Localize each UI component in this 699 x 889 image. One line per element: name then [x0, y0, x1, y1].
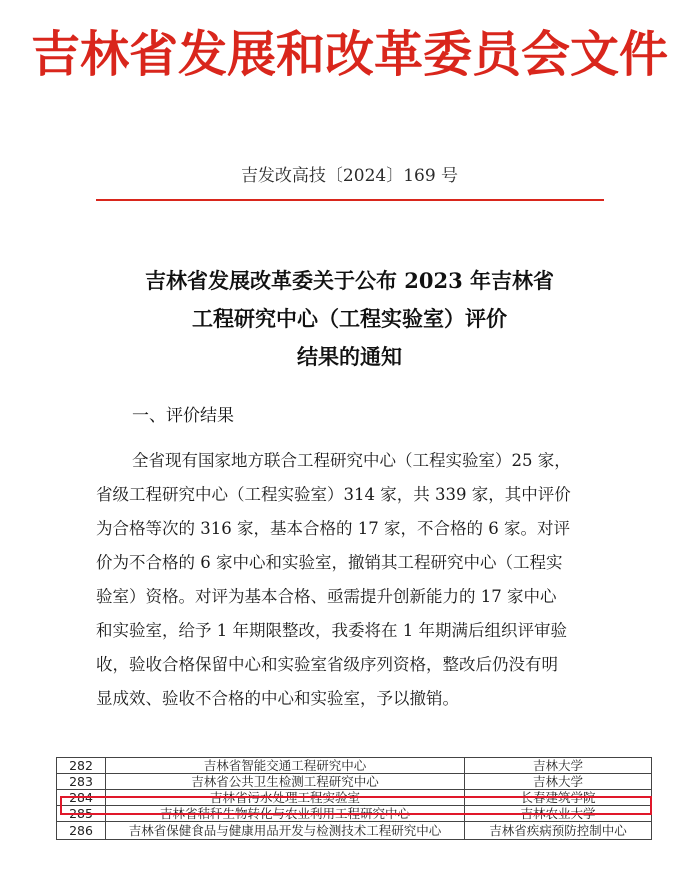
- notice-title-line-2: 工程研究中心（工程实验室）评价: [192, 306, 507, 331]
- center-name: 吉林省公共卫生检测工程研究中心: [106, 774, 465, 790]
- body-line: 省级工程研究中心（工程实验室）314 家，共 339 家，其中评价: [96, 485, 571, 504]
- notice-title-line-1: 吉林省发展改革委关于公布 2023 年吉林省: [144, 268, 555, 293]
- table-row: [57, 806, 652, 822]
- red-divider-rule: [96, 199, 604, 201]
- table-row: [57, 774, 652, 790]
- body-line: 和实验室，给予 1 年期限整改，我委将在 1 年期满后组织评审验: [96, 621, 567, 640]
- table-row-highlighted: [57, 790, 652, 806]
- notice-title-line-3: 结果的通知: [297, 344, 402, 369]
- section-heading: 一、评价结果: [132, 406, 234, 426]
- body-line: 价为不合格的 6 家中心和实验室，撤销其工程研究中心（工程实: [96, 553, 563, 572]
- masthead-title: 吉林省发展和改革委员会文件: [30, 25, 668, 83]
- body-line: 收，验收合格保留中心和实验室省级序列资格，整改后仍没有明: [96, 655, 558, 674]
- host-organization: 吉林大学: [465, 774, 652, 790]
- host-organization: 吉林农业大学: [465, 806, 652, 822]
- table-row: [57, 822, 652, 840]
- results-table: [56, 757, 648, 840]
- body-line: 验室）资格。对评为基本合格、亟需提升创新能力的 17 家中心: [96, 587, 557, 606]
- body-line: 全省现有国家地方联合工程研究中心（工程实验室）25 家，: [132, 451, 571, 470]
- host-organization: 吉林省疾病预防控制中心: [465, 822, 652, 840]
- body-line: 显成效、验收不合格的中心和实验室，予以撤销。: [96, 689, 459, 708]
- host-organization: 吉林大学: [465, 758, 652, 774]
- row-number: 282: [57, 758, 106, 774]
- center-name: 吉林省保健食品与健康用品开发与检测技术工程研究中心: [106, 822, 465, 840]
- body-text: [96, 444, 616, 716]
- host-organization: 长春建筑学院: [465, 790, 652, 806]
- center-name: 吉林省秸秆生物转化与农业利用工程研究中心: [106, 806, 465, 822]
- row-number: 283: [57, 774, 106, 790]
- body-line: 为合格等次的 316 家，基本合格的 17 家，不合格的 6 家。对评: [96, 519, 570, 538]
- row-number: 285: [57, 806, 106, 822]
- row-number: 284: [57, 790, 106, 806]
- center-name: 吉林省智能交通工程研究中心: [106, 758, 465, 774]
- table-row: [57, 758, 652, 774]
- center-name: 吉林省污水处理工程实验室: [106, 790, 465, 806]
- row-number: 286: [57, 822, 106, 840]
- document-number: 吉发改高技〔2024〕169 号: [240, 166, 459, 186]
- notice-title: [0, 262, 699, 376]
